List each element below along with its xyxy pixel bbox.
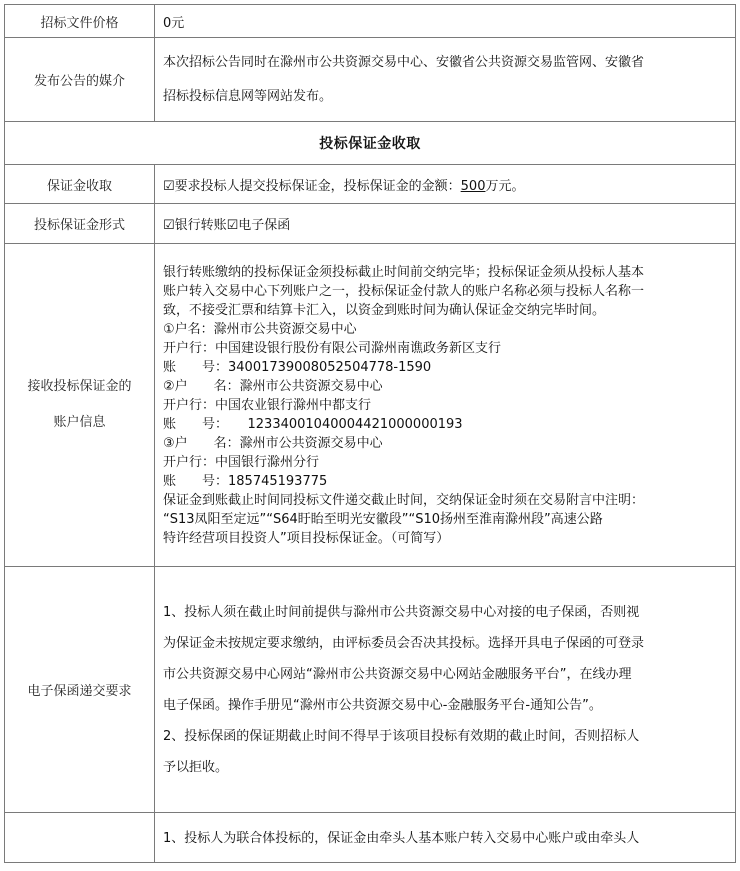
row-price <box>5 5 736 38</box>
form-label: 投标保证金形式 <box>5 204 155 244</box>
collection-label: 保证金收取 <box>5 165 155 204</box>
text-line: “S13凤阳至定远”“S64盱眙至明光安徽段”“S10扬州至淮南滁州段”高速公路 <box>163 511 603 527</box>
price-value: 0元 <box>155 5 736 38</box>
text-line: 开户行：中国银行滁州分行 <box>163 454 320 470</box>
row-section-title <box>5 122 736 165</box>
joint-label <box>5 813 155 863</box>
collection-amount: 500 <box>460 178 486 194</box>
text-line: ①户名：滁州市公共资源交易中心 <box>163 321 357 337</box>
section-title: 投标保证金收取 <box>5 122 736 165</box>
row-ewbh <box>5 567 736 813</box>
text-line: 予以拒收。 <box>163 759 229 775</box>
text-line: 市公共资源交易中心网站“滁州市公共资源交易中心网站金融服务平台”，在线办理 <box>163 666 632 682</box>
account-label-line: 接收投标保证金的 <box>27 379 132 394</box>
text-line: 开户行：中国建设银行股份有限公司滁州南谯政务新区支行 <box>163 340 502 356</box>
media-line: 招标投标信息网等网站发布。 <box>163 88 333 104</box>
text-line: 账户转入交易中心下列账户之一，投标保证金付款人的账户名称必须与投标人名称一 <box>163 283 645 299</box>
form-value: ☑银行转账☑电子保函 <box>155 204 736 244</box>
ewbh-label: 电子保函递交要求 <box>5 567 155 813</box>
collection-suffix: 万元。 <box>485 178 525 194</box>
tender-info-table <box>4 4 736 863</box>
media-value <box>155 38 736 122</box>
text-line: 2、投标保函的保证期截止时间不得早于该项目投标有效期的截止时间，否则招标人 <box>163 728 640 744</box>
row-account <box>5 244 736 567</box>
text-line: 账 号：34001739008052504778-1590 <box>163 359 432 375</box>
row-joint <box>5 813 736 863</box>
account-label-line: 账户信息 <box>53 415 106 430</box>
account-label <box>5 244 155 567</box>
collection-value <box>155 165 736 204</box>
account-lines <box>163 263 727 548</box>
text-line: 账 号：185745193775 <box>163 473 328 489</box>
joint-value: 1、投标人为联合体投标的，保证金由牵头人基本账户转入交易中心账户或由牵头人 <box>155 813 736 863</box>
collection-prefix: ☑要求投标人提交投标保证金，投标保证金的金额： <box>163 178 461 194</box>
text-line: 特许经营项目投资人”项目投标保证金。（可简写） <box>163 530 450 546</box>
media-line: 本次招标公告同时在滁州市公共资源交易中心、安徽省公共资源交易监管网、安徽省 <box>163 54 645 70</box>
text-line: 保证金到账截止时间同投标文件递交截止时间，交纳保证金时须在交易附言中注明： <box>163 492 645 508</box>
text-line: 账 号： 12334001040004421000000193 <box>163 416 463 432</box>
text-line: 电子保函。操作手册见“滁州市公共资源交易中心-金融服务平台-通知公告”。 <box>163 697 602 713</box>
row-media <box>5 38 736 122</box>
text-line: 1、投标人须在截止时间前提供与滁州市公共资源交易中心对接的电子保函，否则视 <box>163 604 640 620</box>
media-label: 发布公告的媒介 <box>5 38 155 122</box>
text-line: 银行转账缴纳的投标保证金须投标截止时间前交纳完毕；投标保证金须从投标人基本 <box>163 264 645 280</box>
price-label: 招标文件价格 <box>5 5 155 38</box>
row-form <box>5 204 736 244</box>
ewbh-value <box>155 567 736 813</box>
text-line: 为保证金未按规定要求缴纳，由评标委员会否决其投标。选择开具电子保函的可登录 <box>163 635 645 651</box>
ewbh-lines <box>163 597 727 783</box>
text-line: ②户 名：滁州市公共资源交易中心 <box>163 378 383 394</box>
text-line: 开户行：中国农业银行滁州中都支行 <box>163 397 372 413</box>
row-collection <box>5 165 736 204</box>
account-value <box>155 244 736 567</box>
text-line: ③户 名：滁州市公共资源交易中心 <box>163 435 383 451</box>
text-line: 致，不接受汇票和结算卡汇入，以资金到账时间为确认保证金交纳完毕时间。 <box>163 302 606 318</box>
